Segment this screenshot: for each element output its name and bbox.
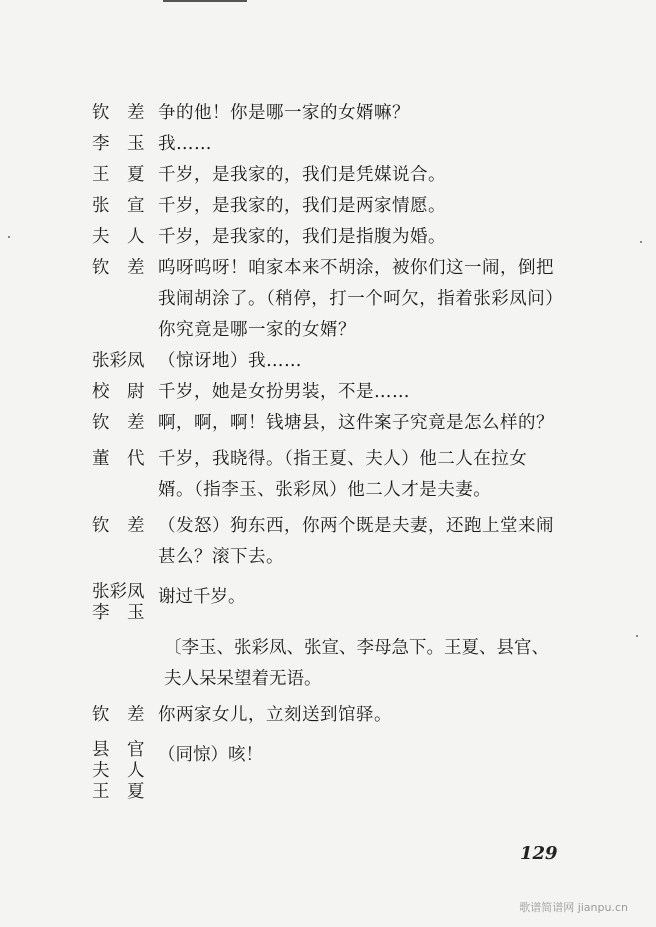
speaker-name: 王 夏 (92, 165, 145, 185)
speaker-name: 董 代 (92, 449, 145, 469)
speech-text: 千岁，是我家的，我们是两家情愿。 (158, 196, 446, 216)
dialogue-line (92, 377, 562, 408)
speech-text: 千岁，是我家的，我们是凭媒说合。 (158, 165, 446, 185)
speaker-name: 张 宣 (92, 196, 145, 216)
group-dialogue (92, 582, 562, 624)
speaker-name: 夫 人 (92, 761, 145, 781)
dialogue-line (92, 444, 562, 506)
site-watermark: 歌谱简谱网 jianpu.cn (519, 901, 628, 914)
dialogue-line (92, 98, 562, 129)
dialogue-line (92, 511, 562, 573)
scan-speck (636, 635, 638, 637)
speech-text: （发怒）狗东西，你两个既是夫妻，还跑上堂来闹甚么？滚下去。 (158, 516, 554, 567)
speech-text: 千岁，是我家的，我们是指腹为婚。 (158, 227, 446, 247)
speaker-name: 李 玉 (92, 134, 145, 154)
speaker-name: 张彩凤 (92, 582, 145, 602)
stage-direction: 〔李玉、张彩凤、张宣、李母急下。王夏、县官、夫人呆呆望着无语。 (164, 638, 549, 689)
top-rule (163, 0, 247, 2)
speech-text: 啊，啊，啊！钱塘县，这件案子究竟是怎么样的？ (158, 413, 554, 433)
speaker-name: 王 夏 (92, 782, 145, 802)
speaker-name: 校 尉 (92, 382, 145, 402)
scan-speck (8, 236, 10, 238)
speech-text: 我…… (158, 134, 212, 154)
speech-text: 呜呀呜呀！咱家本来不胡涂，被你们这一闹，倒把我闹胡涂了。（稍停，打一个呵欠，指着张彩凤问）你究竟是哪一家的女婿？ (158, 258, 555, 340)
dialogue-line (92, 129, 562, 160)
dialogue-line (92, 408, 562, 439)
page-number: 129 (520, 843, 558, 864)
speaker-name: 县 官 (92, 740, 145, 760)
speech-text: 你两家女儿，立刻送到馆驿。 (158, 705, 392, 725)
speech-text: 千岁，我晓得。（指王夏、夫人）他二人在拉女婿。（指李玉、张彩凤）他二人才是夫妻。 (158, 449, 528, 500)
speaker-name: 李 玉 (92, 603, 145, 623)
speech-text: 千岁，她是女扮男装，不是…… (158, 382, 410, 402)
speaker-name: 钦 差 (92, 413, 145, 433)
dialogue-line (92, 346, 562, 377)
speaker-name: 钦 差 (92, 705, 145, 725)
dialogue-line (92, 222, 562, 253)
speaker-name: 钦 差 (92, 103, 145, 123)
speaker-name: 张彩凤 (92, 351, 145, 371)
scan-speck (640, 241, 642, 243)
speech-text: 谢过千岁。 (158, 587, 246, 607)
script-page (92, 98, 562, 803)
dialogue-line (92, 253, 562, 346)
speaker-name: 夫 人 (92, 227, 145, 247)
group-speakers (92, 582, 158, 624)
group-dialogue (92, 740, 562, 803)
dialogue-line (92, 160, 562, 191)
speech-text: （惊讶地）我…… (158, 351, 302, 371)
speech-text: 争的他！你是哪一家的女婿嘛？ (158, 103, 410, 123)
speaker-name: 钦 差 (92, 516, 145, 536)
group-speakers (92, 740, 158, 803)
speech-text: （同惊）咳！ (158, 745, 263, 765)
dialogue-line (92, 700, 562, 731)
dialogue-line (92, 191, 562, 222)
speaker-name: 钦 差 (92, 258, 145, 278)
